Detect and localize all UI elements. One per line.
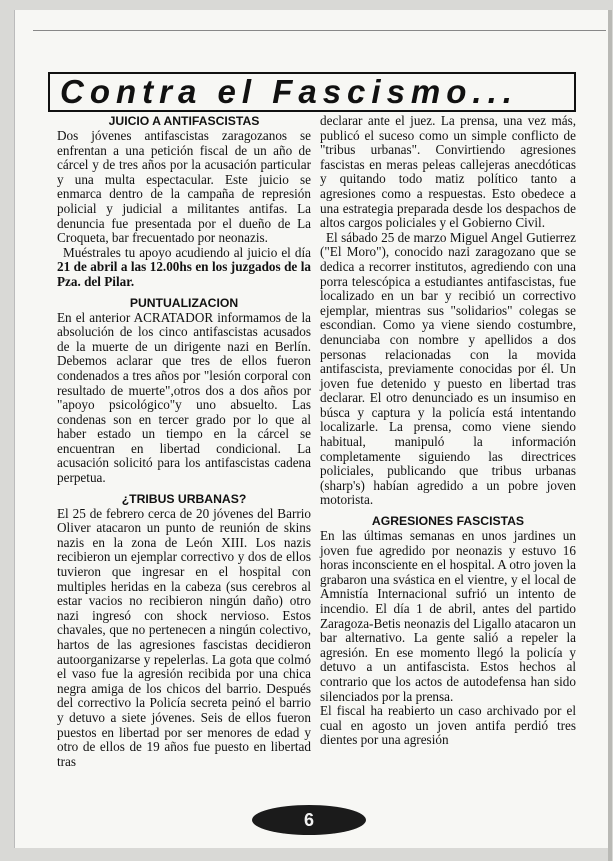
page-binding-shadow [608,10,612,861]
paragraph-tribus: El 25 de febrero cerca de 20 jóvenes del Barrio Oliver atacaron un punto de reunión de skins nazis en la zona de León XIII. Los nazis recibieron un ejemplar correctivo y dos de ellos tuvieron que ingresar en el hospital con multiples heridas en la cabeza (sus cerebros al estar vacios no recibieron ningún daño) otro nazi ingresó con shock nervioso. Estos chavales, que no pertenecen a ningún colectivo, hartos de las agresiones fascistas decidieron autoorganizarse y repelerlas. La gota que colmó el vaso fue la agresión recibida por una chica negra amiga de los chicos del barrio. Después del correctivo la Policía secreta peinó el barrio y detuvo a siete jóvenes. Seis de ellos fueron puestos en libertad por ser menores de edad y otro de ellos de 19 años fue puesto en libertad tras [57,505,311,769]
left-column [57,114,311,769]
apoyo-text: Muéstrales tu apoyo acudiendo al juicio el día [63,244,311,260]
paragraph-fiscal: El fiscal ha reabierto un caso archivado por el cual en agosto un joven antifa perdió tres dientes por una agresión [320,703,576,748]
paragraph-declarar: declarar ante el juez. La prensa, una vez más, publicó el suceso como un simple conflicto de "tribus urbanas". Convirtiendo agresiones fascistas en meras peleas callejeras anecdóticas y quitando todo matiz político tanto a agresiones como a respuestas. Esto obedece a una estrategia preparada desde los despachos de altos cargos policiales y el Gobierno Civil. [320,113,576,231]
paragraph-el-moro: El sábado 25 de marzo Miguel Angel Gutierrez ("El Moro"), conocido nazi zaragozano que se dedica a recorrer institutos, agrediendo con una porra telescópica a estudiantes antifascistas, fue localizado en un bar y recibió un correctivo ejemplar, mientras sus "solidarios" colegas se escondian. Como ya viene siendo costumbre, denunciaba con nombre y apellidos a dos personas relacionadas con la movida antifascista, previamente conocidas por él. Un joven fue detenido y puesto en libertad tras declarar. El otro denunciado es un insumiso en búsca y captura y la policía está intentando localizarle. La prensa, como viene siendo habitual, manipuló la información completamente siguiendo las directrices policiales, publicando que tribus urbanas (sharp's) habían agredido a un pobre joven motorista. [320,229,576,508]
heading-juicio: JUICIO A ANTIFASCISTAS [108,114,260,128]
paragraph-juicio: Dos jóvenes antifascistas zaragozanos se enfrentan a una petición fiscal de un año de cárcel y de tres años por la acusación particular y una multa espectacular. Este juicio se enmarca dentro de la campaña de represión policial y judicial a militantes antifas. La denuncia fue presentada por el dueño de La Croqueta, bar frecuentado por neonazis. [57,128,311,246]
page-number: 6 [252,805,366,835]
heading-agresiones: AGRESIONES FASCISTAS [371,514,525,529]
apoyo-date-location: 21 de abril a las 12.00hs en los juzgados de la Pza. del Pilar. [57,259,311,289]
page-title: Contra el Fascismo... [48,72,576,112]
heading-puntualizacion: PUNTUALIZACION [129,295,239,310]
paragraph-puntualizacion: En el anterior ACRATADOR informamos de la absolución de los cinco antifascistas acusados de la muerte de un dirigente nazi en Berlín. Debemos aclarar que tres de ellos fueron condenados a tres años por "lesión corporal con resultado de muerte",otros dos a dos años por "apoyo psicológico"y uno absuelto. Las condenas son en tercer grado por lo que al haber estado un tiempo en la cárcel se encuentran en libertad condicional. La acusación solicitó para los antifascistas cadena perpetua. [57,309,311,486]
heading-tribus: ¿TRIBUS URBANAS? [121,491,247,506]
paragraph-agresiones: En las últimas semanas en unos jardines un joven fue agredido por neonazis y estuvo 16 horas inconsciente en el hospital. A otro joven la grabaron una svástica en el vientre, y el local de Amnistía Internacional sufrió un intento de incendio. El día 1 de abril, antes del partido Zaragoza-Betis neonazis del Ligallo atacaron un bar alternativo. La gente salió a repeler la agresión. En ese momento llegó la policía y detuvo a un antifascista. Estos hechos al contrario que los actos de autodefensa han sido silenciados por la prensa. [320,528,576,704]
top-rule [33,30,606,31]
right-column [320,114,576,748]
paragraph-apoyo [57,246,311,290]
